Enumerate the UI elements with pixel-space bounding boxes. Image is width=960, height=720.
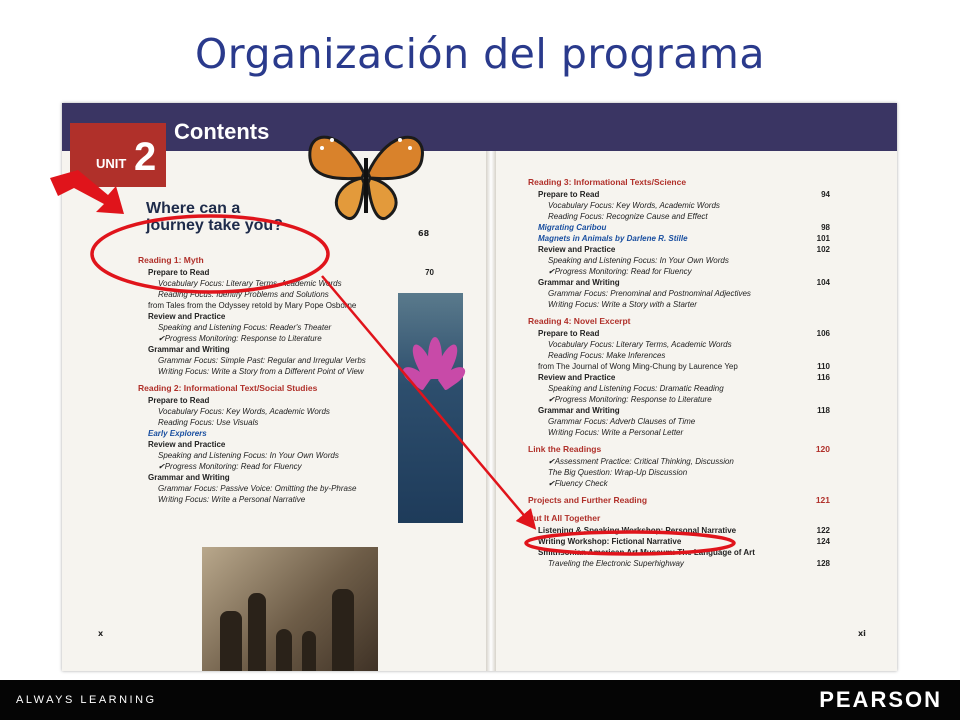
toc-entry-page: 116: [817, 373, 830, 382]
toc-entry-label: Reading Focus: Use Visuals: [158, 418, 259, 427]
toc-entry-page: 120: [815, 444, 830, 454]
toc-entry-page: 104: [816, 278, 830, 287]
toc-entry-label: The Big Question: Wrap-Up Discussion: [548, 468, 688, 477]
toc-entry-label: ✔Progress Monitoring: Response to Literature: [158, 334, 322, 343]
toc-entry-page: 94: [821, 190, 830, 199]
toc-entry-label: Vocabulary Focus: Key Words, Academic Words: [548, 201, 720, 210]
toc-entry-label: Traveling the Electronic Superhighway: [548, 559, 684, 568]
toc-entry-label: Prepare to Read: [148, 268, 210, 277]
toc-entry-label: from Tales from the Odyssey retold by Mary Pope Osborne: [148, 301, 357, 310]
slide-title: Organización del programa: [195, 30, 765, 78]
toc-entry-page: 128: [816, 559, 830, 568]
toc-entry-label: Grammar Focus: Passive Voice: Omitting the by-Phrase: [158, 484, 357, 493]
toc-entry-label: Magnets in Animals by Darlene R. Stille: [538, 234, 688, 243]
toc-entry-page: 110: [817, 362, 830, 371]
toc-entry-label: Early Explorers: [148, 429, 207, 438]
toc-entry-label: Vocabulary Focus: Literary Terms, Academic Words: [548, 340, 732, 349]
toc-entry-page: 106: [816, 329, 830, 338]
toc-entry-label: Reading Focus: Make Inferences: [548, 351, 666, 360]
toc-entry-label: Grammar and Writing: [538, 278, 620, 287]
toc-entry-label: ✔Fluency Check: [548, 479, 608, 488]
toc-entry-label: Speaking and Listening Focus: In Your Own Words: [158, 451, 339, 460]
toc-entry-label: Grammar and Writing: [148, 345, 230, 354]
toc-entry-label: ✔Assessment Practice: Critical Thinking, Discussion: [548, 457, 734, 466]
toc-entry-label: Writing Focus: Write a Story with a Starter: [548, 300, 697, 309]
highlight-ellipse-reading-1: [92, 216, 328, 292]
toc-entry-label: Reading Focus: Recognize Cause and Effect: [548, 212, 708, 221]
toc-entry-label: Speaking and Listening Focus: In Your Own Words: [548, 256, 729, 265]
toc-entry-label: Review and Practice: [538, 245, 616, 254]
toc-entry-label: Speaking and Listening Focus: Reader's Theater: [158, 323, 332, 332]
unit-number: 2: [134, 135, 157, 179]
toc-entry-label: ✔Progress Monitoring: Read for Fluency: [548, 267, 692, 276]
toc-entry-page: 70: [425, 268, 434, 277]
toc-entry-label: Speaking and Listening Focus: Dramatic Reading: [548, 384, 724, 393]
toc-entry-label: Listening & Speaking Workshop: Personal Narrative: [538, 526, 737, 535]
toc-entry-label: Prepare to Read: [538, 329, 600, 338]
toc-entry-label: Reading 3: Informational Texts/Science: [528, 177, 687, 187]
toc-entry-page: 101: [816, 234, 830, 243]
toc-entry-label: Review and Practice: [538, 373, 616, 382]
big-question-heading: Where can a journey take you?: [146, 200, 283, 234]
toc-entry-label: Grammar Focus: Prenominal and Postnominal Adjectives: [548, 289, 751, 298]
toc-entry-label: Reading 1: Myth: [138, 255, 204, 265]
contents-heading: Contents: [174, 119, 270, 144]
toc-entry-label: ✔Progress Monitoring: Response to Literature: [548, 395, 712, 404]
right-page-number: xi: [858, 629, 866, 638]
toc-entry-label: Writing Focus: Write a Personal Letter: [548, 428, 684, 437]
toc-entry-label: Prepare to Read: [538, 190, 600, 199]
toc-entry-label: Reading Focus: Identify Problems and Solutions: [158, 290, 329, 299]
toc-entry-label: Link the Readings: [528, 444, 602, 454]
toc-entry-label: Smithsonian American Art Museum: The Language of Art: [538, 548, 755, 557]
toc-entry-label: Projects and Further Reading: [528, 495, 648, 505]
pearson-logo: PEARSON: [819, 687, 942, 712]
connector-arrow: [322, 276, 533, 526]
toc-entry-label: Review and Practice: [148, 312, 226, 321]
toc-entry-label: Reading 2: Informational Text/Social Studies: [138, 383, 318, 393]
highlight-ellipse-put-together: [526, 532, 734, 554]
toc-entry-page: 102: [816, 245, 830, 254]
toc-entry-label: Migrating Caribou: [538, 223, 607, 232]
toc-entry-label: Grammar Focus: Adverb Clauses of Time: [548, 417, 696, 426]
toc-entry-label: Put It All Together: [528, 513, 601, 523]
toc-entry-label: Reading 4: Novel Excerpt: [528, 316, 631, 326]
toc-entry-page: 98: [821, 223, 830, 232]
left-page-number: x: [98, 629, 104, 638]
toc-entry-label: Vocabulary Focus: Literary Terms, Academic Words: [158, 279, 342, 288]
toc-entry-page: 124: [816, 537, 830, 546]
toc-entry-label: Grammar and Writing: [538, 406, 620, 415]
pointer-arrow-icon: [50, 170, 124, 214]
toc-entry-label: Writing Focus: Write a Story from a Different Point of View: [158, 367, 364, 376]
toc-entry-label: Grammar and Writing: [148, 473, 230, 482]
big-question-page: 68: [418, 229, 430, 238]
toc-entry-label: ✔Progress Monitoring: Read for Fluency: [158, 462, 302, 471]
toc-entry-label: Writing Focus: Write a Personal Narrative: [158, 495, 306, 504]
toc-entry-page: 118: [817, 406, 830, 415]
unit-label: UNIT: [96, 156, 127, 171]
toc-entry-label: Vocabulary Focus: Key Words, Academic Words: [158, 407, 330, 416]
footer-bar: [0, 680, 960, 720]
toc-entry-label: Review and Practice: [148, 440, 226, 449]
toc-entry-label: from The Journal of Wong Ming-Chung by Laurence Yep: [538, 362, 738, 371]
toc-entry-label: Writing Workshop: Fictional Narrative: [538, 537, 682, 546]
toc-entry-page: 121: [815, 495, 830, 505]
footer-tagline: ALWAYS LEARNING: [16, 694, 157, 706]
toc-entry-page: 122: [816, 526, 830, 535]
toc-entry-label: Grammar Focus: Simple Past: Regular and Irregular Verbs: [158, 356, 366, 365]
toc-entry-label: Prepare to Read: [148, 396, 210, 405]
